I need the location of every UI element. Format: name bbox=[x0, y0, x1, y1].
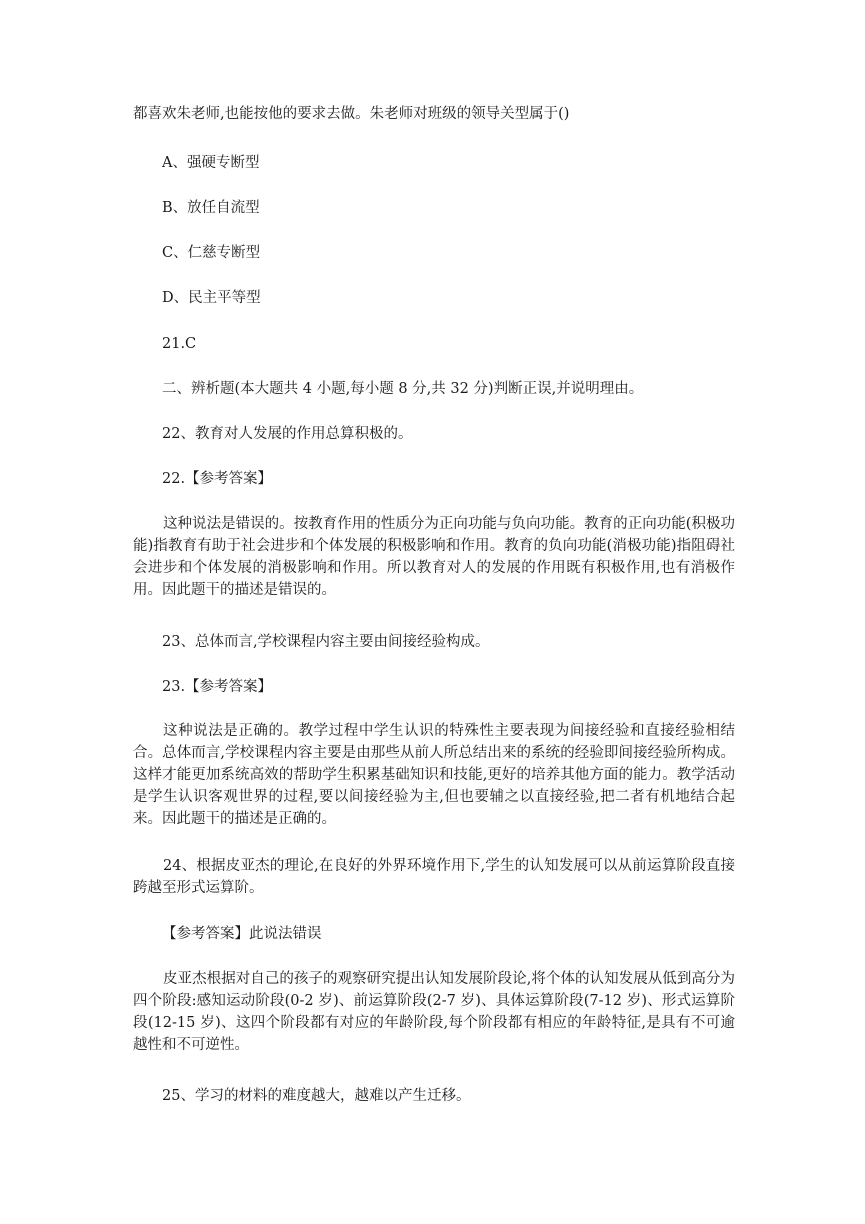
answer-21: 21.C bbox=[162, 336, 197, 352]
option-b: B、放任自流型 bbox=[162, 200, 260, 216]
question-22: 22、教育对人发展的作用总算积极的。 bbox=[162, 426, 413, 442]
question-24: 24、根据皮亚杰的理论,在良好的外界环境作用下,学生的认知发展可以从前运算阶段直接跨越至形式运算阶。 bbox=[133, 858, 735, 896]
question-stem-tail: 都喜欢朱老师,也能按他的要求去做。朱老师对班级的领导关型属于() bbox=[133, 106, 570, 122]
answer-label-24: 【参考答案】此说法错误 bbox=[162, 926, 322, 942]
answer-label-23: 23.【参考答案】 bbox=[162, 679, 273, 695]
answer-label-22: 22.【参考答案】 bbox=[162, 471, 273, 487]
question-23: 23、总体而言,学校课程内容主要由间接经验构成。 bbox=[162, 634, 490, 650]
question-25: 25、学习的材料的难度越大，越难以产生迁移。 bbox=[162, 1088, 471, 1104]
answer-23: 这种说法是正确的。教学过程中学生认识的特殊性主要表现为间接经验和直接经验相结合。总体而言,学校课程内容主要是由那些从前人所总结出来的系统的经验即间接经验所构成。这样才能更加系统高效的帮助学生积累基础知识和技能,更好的培养其他方面的能力。教学活动是学生认识客观世界的过程,要以间接经验为主,但也要辅之以直接经验,把二者有机地结合起来。因此题干的描述是正确的。 bbox=[133, 723, 735, 827]
answer-22: 这种说法是错误的。按教育作用的性质分为正向功能与负向功能。教育的正向功能(积极功能)指教育有助于社会进步和个体发展的积极影响和作用。教育的负向功能(消极功能)指阻碍社会进步和个体发展的消极影响和作用。所以教育对人的发展的作用既有积极作用,也有消极作用。因此题干的描述是错误的。 bbox=[133, 516, 735, 598]
section-heading: 二、辨析题(本大题共 4 小题,每小题 8 分,共 32 分)判断正误,并说明理由。 bbox=[162, 381, 644, 397]
option-c: C、仁慈专断型 bbox=[162, 245, 261, 261]
answer-24: 皮亚杰根据对自己的孩子的观察研究提出认知发展阶段论,将个体的认知发展从低到高分为四个阶段:感知运动阶段(0-2 岁)、前运算阶段(2-7 岁)、具体运算阶段(7-12 岁)、形式运算阶段(12-15 岁)、这四个阶段都有对应的年龄阶段,每个阶段都有相应的年龄特征,是具有不可逾越性和不可逆性。 bbox=[133, 971, 735, 1053]
option-d: D、民主平等型 bbox=[162, 290, 261, 306]
option-a: A、强硬专断型 bbox=[162, 155, 260, 171]
